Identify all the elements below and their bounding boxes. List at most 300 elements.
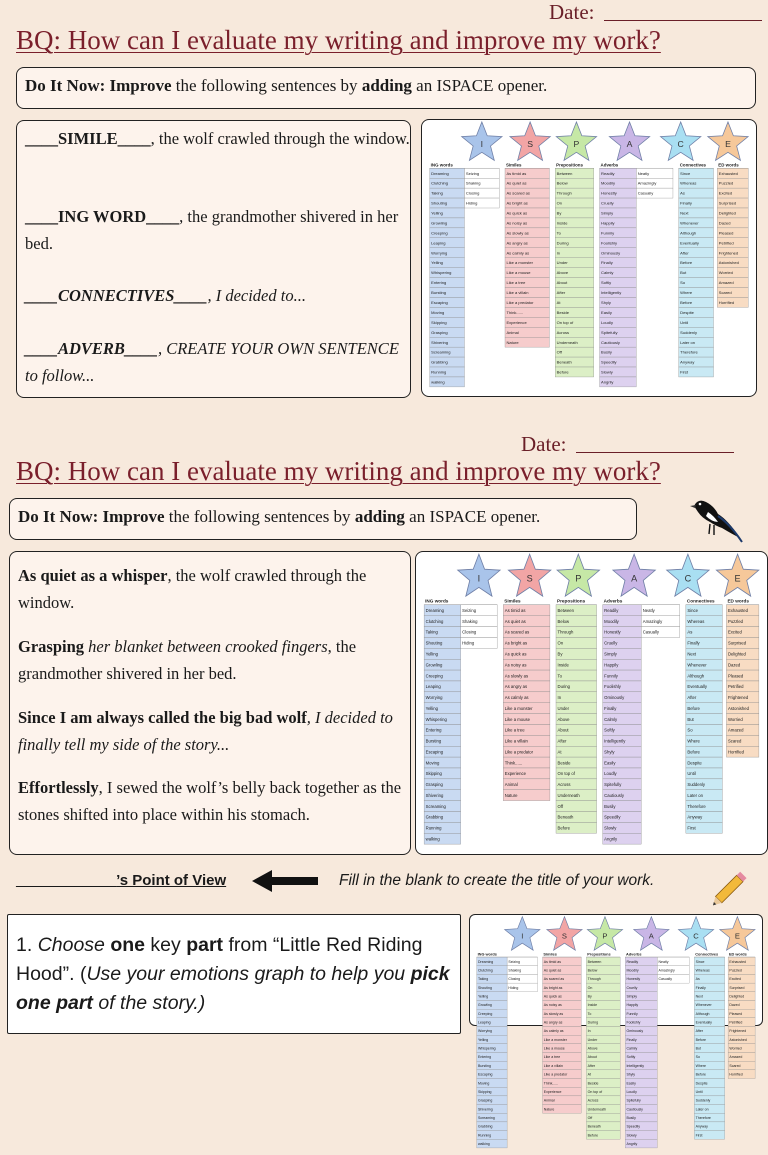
- sentence-text: , I decided to...: [207, 286, 306, 305]
- ispace-header: Connectives: [695, 951, 719, 957]
- ispace-letter-c: C: [677, 139, 684, 150]
- ispace-word: Readily: [601, 170, 615, 176]
- ispace-word: Like a villain: [543, 1063, 563, 1068]
- ispace-word: Therefore: [680, 349, 698, 355]
- ispace-word: Puzzled: [729, 968, 742, 973]
- sentence-adverb: [25, 335, 410, 389]
- ispace-word: As quick as: [506, 210, 528, 216]
- ispace-word: Above: [587, 1046, 598, 1051]
- ispace-word: Growling: [478, 1003, 492, 1008]
- example-sentence-4: [18, 774, 408, 828]
- ispace-word: Whenever: [680, 220, 699, 226]
- ispace-word: Underneath: [556, 339, 578, 345]
- ispace-word: Bursting: [478, 1063, 491, 1068]
- ispace-word: In: [557, 694, 562, 701]
- ispace-word: Next: [680, 210, 689, 216]
- ispace-word: Seizing: [508, 959, 520, 964]
- ispace-word: Hiding: [465, 200, 478, 206]
- ispace-word: walking: [431, 379, 445, 385]
- ispace-word: Think......: [543, 1081, 559, 1086]
- ispace-word: Shivering: [478, 1107, 493, 1112]
- ispace-word: Shaking: [508, 968, 522, 973]
- ispace-word: Grabbing: [478, 1124, 493, 1129]
- ispace-word: Above: [557, 716, 570, 722]
- ispace-word: But: [695, 1046, 701, 1051]
- ispace-word: Cautiously: [601, 339, 620, 345]
- ispace-word: Grabbing: [425, 814, 444, 820]
- ispace-word: Animal: [506, 329, 519, 335]
- ispace-word: As quiet as: [543, 968, 562, 973]
- ispace-word: Yelling: [431, 260, 443, 266]
- ispace-word: Anyway: [680, 359, 695, 365]
- ispace-word: As noisy as: [543, 1003, 562, 1008]
- fill-instruction: Fill in the blank to create the title of your work.: [339, 872, 655, 889]
- ispace-word: Entering: [431, 280, 447, 286]
- ispace-word: Like a monster: [543, 1037, 567, 1042]
- ispace-panel-3: [469, 914, 763, 1146]
- ispace-word: Simply: [604, 651, 617, 657]
- ispace-word: Cruelly: [626, 985, 638, 990]
- ispace-word: Moving: [478, 1081, 490, 1086]
- ispace-word: Like a tree: [543, 1055, 561, 1060]
- ispace-word: Bursting: [431, 290, 447, 296]
- ispace-word: Shyly: [626, 1072, 636, 1077]
- ispace-word: Like a monster: [506, 260, 534, 266]
- pov-blank[interactable]: ____________: [16, 872, 117, 889]
- ispace-word: Moodily: [601, 180, 616, 186]
- ispace-word: Astonished: [727, 705, 749, 711]
- ispace-word: Later on: [695, 1107, 709, 1112]
- ispace-cell: [586, 1009, 620, 1018]
- date-line-1[interactable]: [604, 20, 762, 21]
- ispace-word: But: [687, 716, 694, 722]
- pov-title: [16, 872, 226, 889]
- ispace-word: Finally: [680, 200, 692, 206]
- ispace-word: Inside: [557, 662, 569, 668]
- ispace-word: As bright as: [504, 640, 528, 646]
- ispace-word: Speedily: [626, 1124, 640, 1129]
- ispace-opener: Grasping: [18, 637, 85, 656]
- sentence-box-2: [9, 551, 411, 855]
- ispace-word: Petrified: [729, 1020, 743, 1025]
- ispace-word: Busily: [601, 349, 612, 355]
- ispace-word: As scared as: [504, 629, 530, 635]
- ispace-word: Foolishly: [604, 684, 621, 690]
- ispace-word: As: [695, 977, 700, 982]
- ispace-word: As calmly as: [504, 694, 529, 701]
- ispace-word: Finally: [695, 985, 706, 990]
- ispace-word: walking: [425, 836, 440, 842]
- ispace-word: Shouting: [425, 640, 443, 646]
- ispace-word: About: [587, 1055, 597, 1060]
- ispace-letter-s: S: [561, 931, 568, 941]
- ispace-word: Funnily: [601, 230, 615, 236]
- ispace-word: Casually: [637, 190, 654, 196]
- ispace-word: Busily: [626, 1115, 636, 1120]
- ispace-word: Neatly: [642, 607, 655, 614]
- ispace-word: Beside: [556, 309, 570, 315]
- ispace-word: As timid as: [504, 607, 526, 614]
- ispace-word: Intelligently: [604, 738, 626, 744]
- do-it-now-suffix: an ISPACE opener.: [416, 76, 548, 95]
- ispace-word: Amazingly: [642, 618, 663, 624]
- do-it-now-box-2: [9, 498, 637, 540]
- ispace-header: ED words: [718, 162, 739, 168]
- ispace-word: As quiet as: [504, 618, 526, 624]
- ispace-word: Later on: [680, 339, 696, 345]
- do-it-now-label: Do It Now:: [18, 507, 99, 526]
- ispace-panel-1: [421, 119, 757, 397]
- ispace-word: Happily: [604, 662, 619, 668]
- ispace-header: Prepositions: [557, 599, 586, 605]
- ispace-word: So: [695, 1055, 700, 1060]
- sentence-connectives: [25, 282, 410, 309]
- date-label-1: Date:: [549, 0, 595, 24]
- ispace-word: First: [687, 825, 696, 831]
- ispace-word: Honestly: [626, 977, 641, 982]
- ispace-letter-e: E: [734, 573, 741, 584]
- ispace-word: Amazed: [727, 727, 744, 733]
- ispace-word: Although: [687, 673, 705, 679]
- ispace-header: Similes: [504, 599, 521, 605]
- ispace-word: Running: [425, 825, 442, 831]
- ispace-word: walking: [478, 1141, 490, 1146]
- ispace-word: At: [587, 1072, 591, 1077]
- ispace-word: After: [556, 290, 566, 296]
- ispace-word: Before: [695, 1037, 706, 1042]
- ispace-word: Between: [556, 170, 573, 176]
- ispace-word: Escaping: [478, 1072, 493, 1077]
- ispace-word: Leaping: [478, 1020, 491, 1025]
- ispace-word: After: [680, 250, 689, 256]
- ispace-word: Skipping: [431, 319, 447, 325]
- ispace-word: Whereas: [687, 618, 705, 624]
- blank-adverb[interactable]: ____ADVERB____: [25, 339, 158, 358]
- ispace-letter-p: P: [575, 573, 582, 584]
- ispace-cell: [586, 1026, 620, 1035]
- sentence-text: , the wolf crawled through the window.: [150, 129, 410, 148]
- ispace-letter-s: S: [526, 573, 533, 584]
- ispace-word: Therefore: [695, 1115, 711, 1120]
- ispace-word: Cruelly: [601, 200, 614, 206]
- ispace-word: Experience: [504, 771, 526, 777]
- ispace-word: Spitefully: [604, 781, 622, 788]
- ispace-word: As quick as: [543, 994, 562, 999]
- ispace-word: Whenever: [695, 1003, 712, 1008]
- ispace-word: Casually: [642, 629, 660, 635]
- ispace-word: Horrified: [718, 300, 735, 306]
- ispace-letter-c: C: [684, 573, 692, 584]
- ispace-word: Clutching: [425, 618, 444, 624]
- ispace-word: Petrified: [718, 240, 734, 246]
- ispace-letter-i: I: [477, 573, 481, 584]
- ispace-word: Although: [695, 1011, 710, 1016]
- task-number: 1.: [16, 934, 38, 956]
- ispace-word: During: [557, 684, 571, 690]
- ispace-word: As angry as: [543, 1020, 563, 1025]
- ispace-word: Intelligently: [626, 1063, 645, 1068]
- ispace-word: Amazingly: [658, 968, 675, 973]
- ispace-opener: Since I am always called the big bad wolf: [18, 708, 307, 727]
- ispace-word: After: [557, 738, 567, 744]
- ispace-word: Whereas: [680, 180, 697, 186]
- ispace-word: Worrying: [431, 250, 448, 256]
- ispace-word: Underneath: [557, 792, 580, 798]
- task-text-part: of the story.): [92, 992, 206, 1014]
- ispace-word: Growling: [425, 662, 443, 668]
- blank-connectives[interactable]: ____CONNECTIVES____: [25, 286, 208, 305]
- ispace-word: Shaking: [465, 180, 481, 186]
- ispace-word: Skipping: [478, 1089, 492, 1094]
- ispace-word: Worried: [727, 716, 743, 722]
- ispace-word: Therefore: [687, 803, 706, 809]
- bq-title-1: BQ: How can I evaluate my writing and improve my work?: [16, 25, 661, 55]
- ispace-word: Suddenly: [695, 1098, 711, 1103]
- magpie-icon: [688, 494, 746, 546]
- ispace-word: Softly: [604, 727, 615, 733]
- ispace-word: Below: [587, 968, 598, 973]
- task-text-part: Use your emotions graph to help you: [86, 963, 411, 985]
- ispace-word: Scared: [729, 1063, 741, 1068]
- ispace-word: Where: [687, 738, 700, 744]
- ispace-word: Like a tree: [506, 280, 526, 286]
- ispace-word: Cruelly: [604, 640, 618, 646]
- ispace-word: Happily: [601, 220, 615, 226]
- ispace-word: Like a predator: [504, 749, 534, 755]
- ispace-word: Animal: [504, 781, 518, 788]
- ispace-word: Funnily: [604, 673, 618, 679]
- blank-simile[interactable]: ____SIMILE____: [25, 129, 151, 148]
- ispace-opener: Effortlessly: [18, 778, 99, 797]
- ispace-word: Creeping: [431, 230, 448, 236]
- ispace-word: Delighted: [729, 994, 745, 999]
- ispace-word: Worrying: [478, 1029, 493, 1034]
- ispace-word: Before: [687, 705, 700, 711]
- sentence-simile: [25, 125, 410, 152]
- ispace-word: Slowly: [626, 1133, 637, 1138]
- example-sentence-1: [18, 562, 408, 616]
- ispace-word: Excited: [718, 190, 733, 196]
- pencil-icon: [706, 864, 756, 912]
- sentence-text: , the grandmother shivered in her bed.: [25, 207, 399, 253]
- ispace-word: Loudly: [604, 771, 617, 777]
- ispace-word: As quiet as: [506, 180, 527, 186]
- sentence-text: , the grandmother shivered in her bed.: [18, 637, 357, 683]
- ispace-word: After: [687, 694, 697, 701]
- ispace-word: Surprised: [718, 200, 737, 206]
- ispace-word: Like a predator: [506, 300, 534, 306]
- ispace-word: Shivering: [425, 792, 444, 798]
- sentence-text: , the wolf crawled through the window.: [18, 566, 367, 612]
- ispace-word: Exhausted: [727, 607, 748, 614]
- ispace-chart: [416, 552, 766, 853]
- example-sentence-3: [18, 704, 408, 758]
- ispace-word: Grasping: [478, 1098, 493, 1103]
- task-text-part: key: [145, 934, 187, 956]
- date-label-2: Date:: [521, 432, 567, 456]
- ispace-word: Yelling: [425, 705, 438, 711]
- ispace-word: Excited: [727, 629, 742, 635]
- ispace-word: Dreaming: [478, 959, 494, 964]
- ispace-word: Slowly: [604, 825, 617, 831]
- ispace-word: As angry as: [504, 684, 528, 690]
- ispace-word: Until: [687, 771, 696, 777]
- ispace-word: First: [680, 369, 689, 375]
- ispace-word: Think......: [504, 760, 523, 766]
- do-it-now-mid: the following sentences by: [175, 76, 358, 95]
- ispace-word: Pleased: [727, 673, 744, 679]
- ispace-word: Casually: [658, 977, 673, 982]
- ispace-word: Dazed: [729, 1003, 740, 1008]
- ispace-word: Anyway: [695, 1124, 708, 1129]
- ispace-word: At: [557, 749, 562, 755]
- ispace-word: Shyly: [604, 749, 615, 755]
- ispace-word: Dreaming: [425, 607, 445, 614]
- ispace-chart: [422, 120, 755, 395]
- ispace-word: Yelling: [478, 994, 489, 999]
- ispace-word: Intelligently: [601, 290, 622, 296]
- ispace-header: Connectives: [686, 599, 715, 605]
- word-adding: adding: [354, 507, 405, 526]
- ispace-header: Connectives: [679, 162, 707, 168]
- ispace-word: Experience: [543, 1089, 562, 1094]
- ispace-word: Like a villain: [506, 290, 529, 296]
- ispace-word: Astonished: [729, 1037, 747, 1042]
- ispace-word: Readily: [626, 959, 639, 964]
- ispace-word: By: [556, 210, 562, 216]
- ispace-word: Like a mouse: [506, 270, 531, 276]
- ispace-word: Suddenly: [680, 329, 698, 335]
- ispace-word: Delighted: [718, 210, 736, 216]
- do-it-now-box-1: [16, 67, 756, 109]
- ispace-word: Suddenly: [687, 781, 706, 788]
- ispace-word: Shivering: [431, 339, 449, 345]
- ispace-word: Scared: [718, 290, 732, 296]
- ispace-word: Frightened: [718, 250, 739, 256]
- ispace-word: Clutching: [431, 180, 449, 186]
- ispace-word: In: [556, 250, 561, 256]
- ispace-word: Ominously: [626, 1029, 644, 1034]
- ispace-word: Shouting: [431, 200, 448, 206]
- ispace-word: Worrying: [425, 694, 443, 701]
- ispace-word: As slowly as: [506, 230, 529, 236]
- ispace-word: Creeping: [425, 673, 443, 679]
- task-text: [16, 931, 456, 1018]
- do-it-now-suffix: an ISPACE opener.: [409, 507, 541, 526]
- ispace-word: As noisy as: [506, 220, 528, 226]
- ispace-word: As: [680, 190, 685, 196]
- ispace-word: To: [587, 1011, 592, 1016]
- ispace-word: Funnily: [626, 1011, 638, 1016]
- ispace-cell: [555, 297, 594, 307]
- arrow-left-icon: [250, 868, 320, 894]
- ispace-word: Scared: [727, 738, 742, 744]
- sentence-text: , CREATE YOUR OWN SENTENCE to follow...: [25, 339, 399, 385]
- ispace-header: Adverbs: [603, 599, 623, 605]
- ispace-word: Moving: [425, 760, 440, 766]
- ispace-word: Before: [556, 369, 569, 375]
- ispace-letter-a: A: [631, 573, 638, 584]
- ispace-word: Under: [587, 1037, 598, 1042]
- ispace-word: Despite: [687, 760, 702, 766]
- ispace-word: Loudly: [601, 319, 613, 325]
- ispace-word: Softly: [601, 280, 612, 286]
- ispace-word: Spitefully: [626, 1098, 641, 1103]
- ispace-word: Where: [680, 290, 693, 296]
- ispace-word: Dazed: [718, 220, 731, 226]
- ispace-word: About: [557, 727, 569, 733]
- ispace-word: Worried: [718, 270, 733, 276]
- ispace-word: Calmly: [604, 716, 618, 722]
- ispace-word: Escaping: [431, 300, 448, 306]
- ispace-word: Ominously: [601, 250, 621, 256]
- ispace-word: Screaming: [431, 349, 451, 355]
- ispace-word: Yelling: [478, 1037, 489, 1042]
- ispace-word: Closing: [508, 977, 521, 982]
- ispace-word: Escaping: [425, 749, 444, 755]
- ispace-word: Horrified: [727, 749, 744, 755]
- ispace-word: Whenever: [687, 662, 707, 668]
- ispace-word: Easily: [626, 1081, 636, 1086]
- ispace-word: Running: [478, 1133, 492, 1138]
- ispace-word: By: [557, 651, 563, 657]
- ispace-word: Eventually: [687, 684, 707, 690]
- date-line-2[interactable]: [576, 452, 734, 453]
- ispace-word: Animal: [543, 1098, 555, 1103]
- ispace-word: Before: [680, 260, 693, 266]
- ispace-word: Inside: [556, 220, 568, 226]
- ispace-word: Delighted: [727, 651, 746, 657]
- ispace-word: Loudly: [626, 1089, 637, 1094]
- ispace-word: As: [687, 629, 693, 635]
- ispace-word: But: [680, 270, 687, 276]
- ispace-word: Off: [556, 349, 562, 355]
- ispace-word: Exhausted: [718, 170, 738, 176]
- ispace-word: Yelling: [425, 651, 438, 657]
- ispace-word: Seizing: [465, 170, 480, 176]
- ispace-word: Amazed: [729, 1055, 743, 1060]
- ispace-word: At: [556, 300, 561, 306]
- ispace-word: Below: [557, 618, 570, 624]
- task-text-part: from “Little Red Riding Hood”. (: [16, 934, 423, 985]
- ispace-letter-c: C: [693, 931, 699, 941]
- ispace-word: Like a monster: [504, 705, 533, 711]
- ispace-word: Angrily: [604, 836, 618, 842]
- ispace-word: Across: [587, 1098, 599, 1103]
- ispace-word: Clutching: [478, 968, 493, 973]
- word-choose: Choose: [37, 934, 105, 956]
- ispace-letter-a: A: [648, 931, 654, 941]
- ispace-header: ING words: [425, 599, 449, 605]
- word-improve: Improve: [109, 76, 172, 95]
- ispace-header: Prepositions: [587, 951, 611, 957]
- bq-title-2: BQ: How can I evaluate my writing and improve my work?: [16, 456, 661, 486]
- ispace-word: Happily: [626, 1003, 639, 1008]
- ispace-word: Hiding: [462, 640, 475, 646]
- blank-ing-word[interactable]: ____ING WORD____: [25, 207, 180, 226]
- ispace-word: Screaming: [478, 1115, 495, 1120]
- ispace-word: Neatly: [637, 170, 650, 176]
- ispace-word: Grasping: [431, 329, 448, 335]
- ispace-word: Whispering: [478, 1046, 496, 1051]
- ispace-letter-e: E: [734, 931, 740, 941]
- ispace-word: During: [587, 1020, 599, 1025]
- ispace-word: As slowly as: [543, 1011, 564, 1016]
- ispace-word: As calmly as: [506, 250, 530, 256]
- ispace-word: Under: [556, 260, 568, 266]
- ispace-word: Astonished: [718, 260, 739, 266]
- ispace-word: To: [556, 230, 561, 236]
